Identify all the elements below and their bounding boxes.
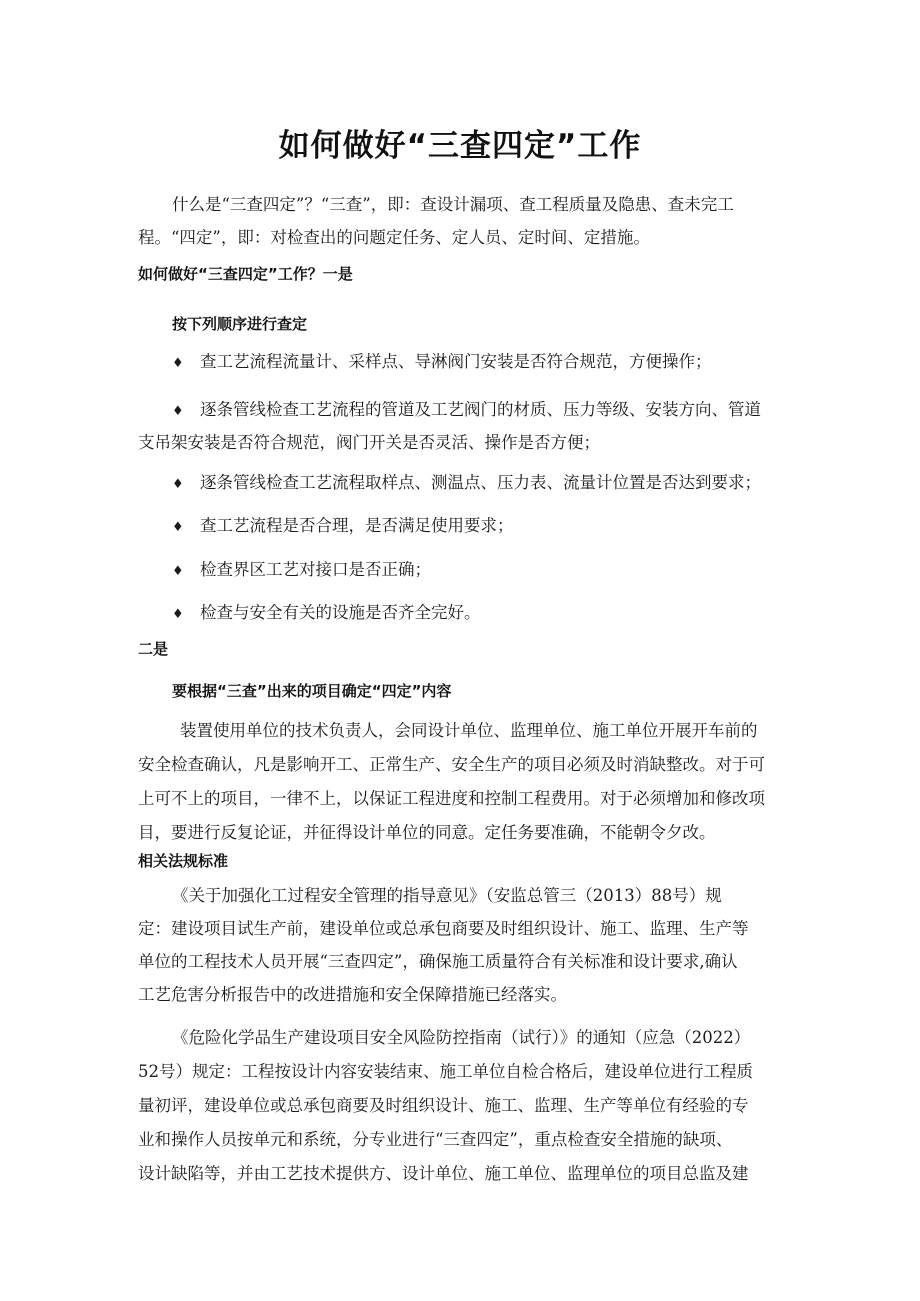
intro-line-2: 程。“四定”，即：对检查出的问题定任务、定人员、定时间、定措施。 — [138, 228, 650, 247]
diamond-bullet-icon: ♦ — [172, 607, 184, 622]
bullet-item-1 — [172, 345, 712, 380]
bullet-text: 查工艺流程流量计、采样点、导淋阀门安装是否符合规范，方便操作； — [200, 352, 712, 371]
section2-paragraph-line-3: 上可不上的项目，一律不上，以保证工程进度和控制工程费用。对于必须增加和修改项 — [138, 789, 765, 808]
section3-heading: 相关法规标准 — [138, 852, 229, 870]
regulation1-line-1: 《关于加强化工过程安全管理的指导意见》（安监总管三（2013）88号）规 — [172, 886, 722, 905]
bullet-item-3 — [172, 466, 761, 501]
diamond-bullet-icon: ♦ — [172, 356, 184, 371]
regulation1-line-2: 定：建设项目试生产前，建设单位或总承包商要及时组织设计、施工、监理、生产等 — [138, 919, 749, 938]
regulation2-line-4: 业和操作人员按单元和系统，分专业进行“三查四定”，重点检查安全措施的缺项、 — [138, 1130, 733, 1149]
section1-subheading: 按下列顺序进行查定 — [172, 315, 308, 333]
bullet-text: 检查界区工艺对接口是否正确； — [200, 560, 431, 579]
document-title: 如何做好“三查四定”工作 — [278, 128, 642, 164]
section2-paragraph-line-1: 装置使用单位的技术负责人，会同设计单位、监理单位、施工单位开展开车前的 — [180, 721, 758, 740]
regulation2-line-5: 设计缺陷等，并由工艺技术提供方、设计单位、施工单位、监理单位的项目总监及建 — [138, 1164, 749, 1183]
bullet-text: 检查与安全有关的设施是否齐全完好。 — [200, 603, 481, 622]
regulation1-line-4: 工艺危害分析报告中的改进措施和安全保障措施已经落实。 — [138, 985, 567, 1004]
regulation2-line-3: 量初评，建设单位或总承包商要及时组织设计、施工、监理、生产等单位有经验的专 — [138, 1096, 749, 1115]
section2-paragraph-line-2: 安全检查确认，凡是影响开工、正常生产、安全生产的项目必须及时消缺整改。对于可 — [138, 755, 765, 774]
bullet-text: 逐条管线检查工艺流程的管道及工艺阀门的材质、压力等级、安装方向、管道 — [200, 400, 761, 419]
diamond-bullet-icon: ♦ — [172, 477, 184, 492]
diamond-bullet-icon: ♦ — [172, 404, 184, 419]
diamond-bullet-icon: ♦ — [172, 520, 184, 535]
bullet-text: 逐条管线检查工艺流程取样点、测温点、压力表、流量计位置是否达到要求； — [200, 473, 761, 492]
bullet-item-5 — [172, 553, 431, 588]
section2-subheading: 要根据“三查”出来的项目确定“四定”内容 — [172, 682, 452, 700]
bullet-text: 查工艺流程是否合理，是否满足使用要求； — [200, 516, 514, 535]
regulation1-line-3: 单位的工程技术人员开展“三查四定”，确保施工质量符合有关标准和设计要求,确认 — [138, 952, 738, 971]
regulation2-line-2: 52号）规定：工程按设计内容安装结束、施工单位自检合格后，建设单位进行工程质 — [138, 1062, 753, 1081]
section1-heading: 如何做好“三查四定”工作？一是 — [138, 265, 353, 283]
section2-paragraph-line-4: 目，要进行反复论证，并征得设计单位的同意。定任务要准确，不能朝令夕改。 — [138, 823, 716, 842]
intro-line-1: 什么是“三查四定”？“三查”，即：查设计漏项、查工程质量及隐患、查未完工 — [172, 195, 734, 214]
section2-heading: 二是 — [138, 640, 169, 658]
regulation2-line-1: 《危险化学品生产建设项目安全风险防控指南（试行）》的通知（应急（2022） — [172, 1028, 751, 1047]
bullet-item-2 — [172, 393, 761, 428]
bullet-item-6 — [172, 596, 481, 631]
bullet-item-2-continuation: 支吊架安装是否符合规范，阀门开关是否灵活、操作是否方便； — [138, 433, 600, 452]
bullet-item-4 — [172, 509, 514, 544]
diamond-bullet-icon: ♦ — [172, 564, 184, 579]
